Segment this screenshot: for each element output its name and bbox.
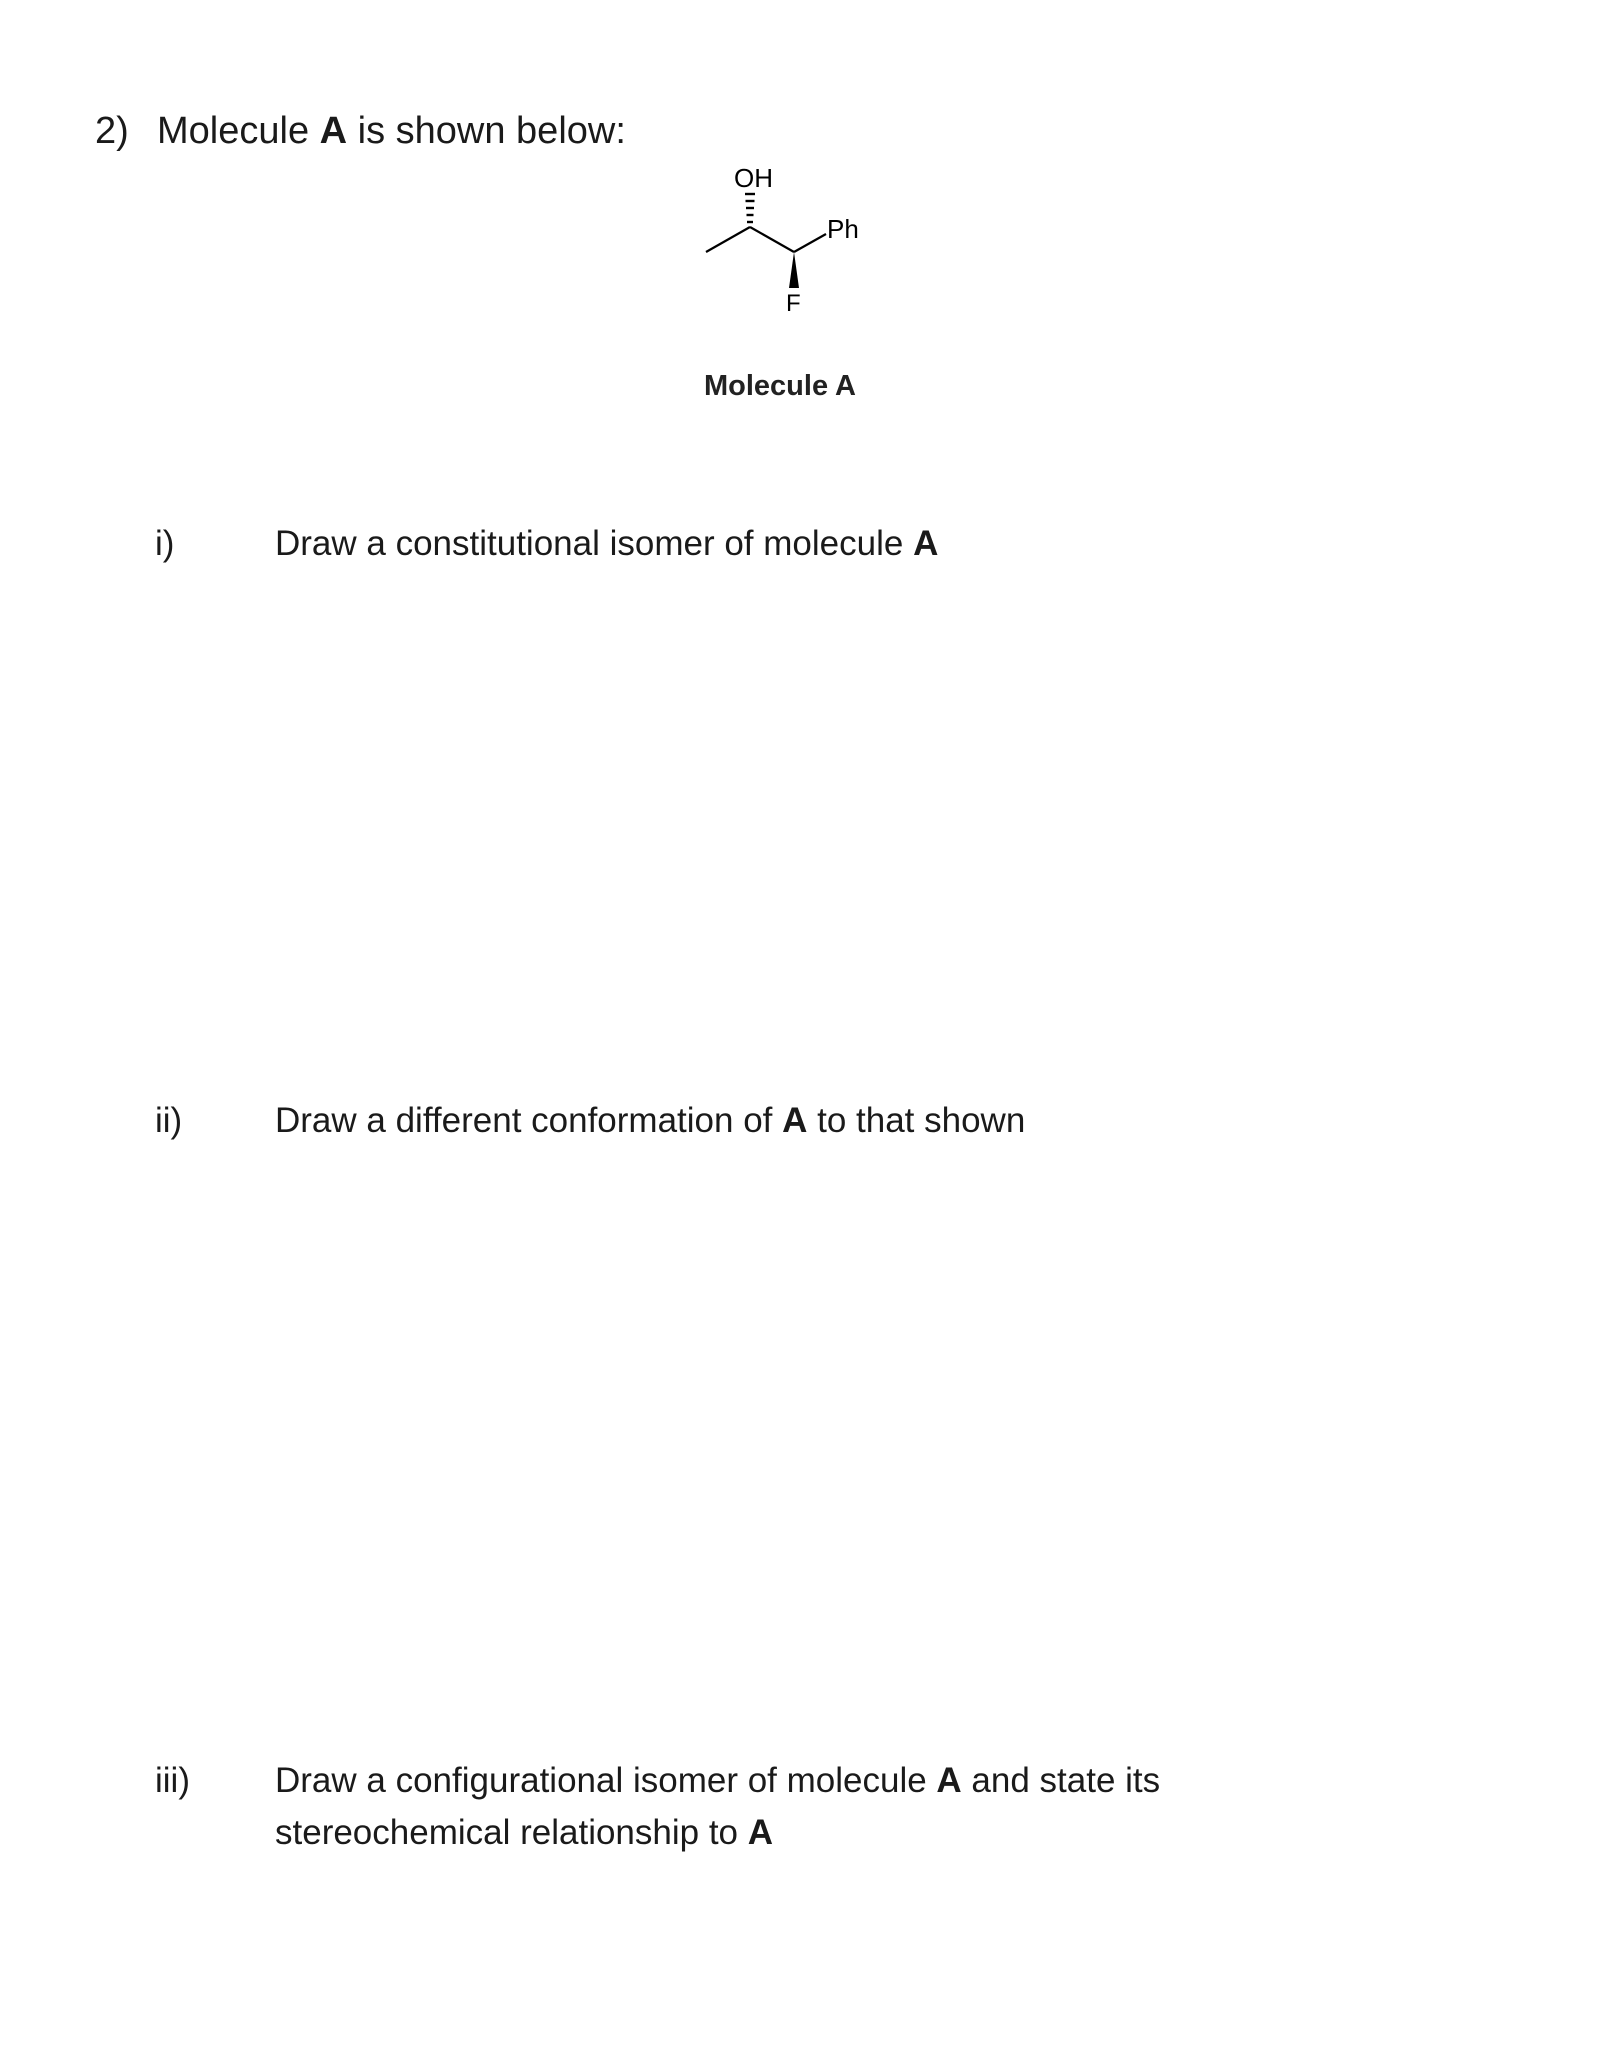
bond-c3-ph bbox=[794, 234, 826, 252]
bond-methyl bbox=[706, 227, 750, 252]
part-ii-text-suffix: to that shown bbox=[807, 1101, 1026, 1140]
part-i-text-prefix: Draw a constitutional isomer of molecule bbox=[275, 524, 914, 563]
molecule-caption: Molecule A bbox=[703, 370, 856, 402]
part-iii-label: iii) bbox=[155, 1761, 190, 1800]
question-intro-bold: A bbox=[319, 110, 348, 152]
question-header bbox=[95, 110, 626, 153]
part-i-text bbox=[275, 518, 1375, 570]
oh-label: OH bbox=[734, 163, 773, 193]
part-ii-text-bold: A bbox=[782, 1101, 808, 1140]
part-iii-text-bold2: A bbox=[747, 1813, 774, 1852]
hashed-wedge-oh bbox=[745, 194, 755, 222]
part-i-label: i) bbox=[155, 524, 175, 563]
f-label: F bbox=[786, 290, 801, 317]
part-i-text-bold: A bbox=[913, 524, 939, 563]
question-intro-prefix: Molecule bbox=[157, 110, 320, 152]
part-ii-text bbox=[275, 1095, 1375, 1147]
question-number: 2) bbox=[95, 110, 129, 152]
part-iii-text-bold: A bbox=[936, 1761, 962, 1800]
part-iii-text-prefix: Draw a configurational isomer of molecule bbox=[275, 1761, 937, 1800]
question-intro-suffix: is shown below: bbox=[347, 110, 626, 152]
molecule-a-structure bbox=[690, 160, 890, 320]
ph-label: Ph bbox=[827, 214, 859, 244]
part-iii-text bbox=[275, 1755, 1375, 1859]
part-ii-label: ii) bbox=[155, 1101, 183, 1140]
part-ii-text-prefix: Draw a different conformation of bbox=[275, 1101, 783, 1140]
bond-c2-c3 bbox=[750, 227, 794, 252]
solid-wedge-f bbox=[789, 252, 799, 288]
part-iii-text-middle: and state its stereochemical relationship to bbox=[275, 1761, 1161, 1852]
